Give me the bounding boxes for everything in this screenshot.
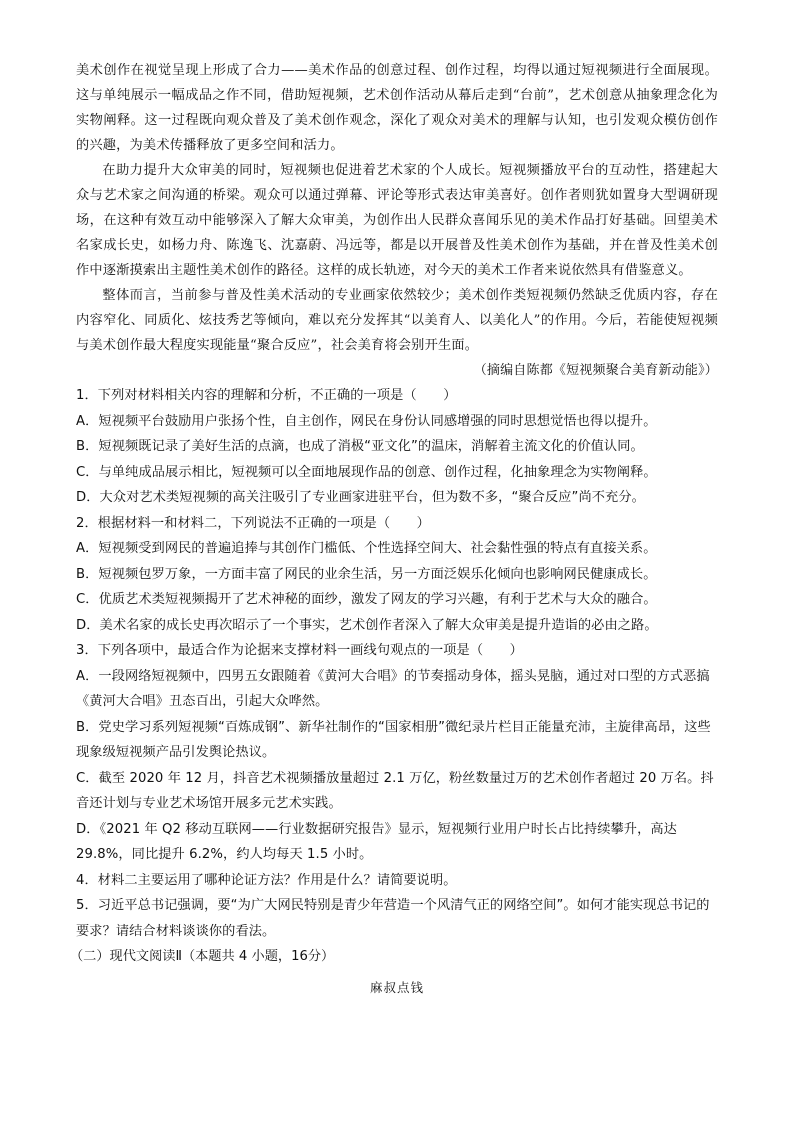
passage-source: （摘编自陈都《短视频聚合美育新动能》） <box>473 363 718 378</box>
question-4: 4．材料二主要运用了哪种论证方法？作用是什么？请简要说明。 <box>76 872 457 888</box>
question-1-option-c: C．与单纯成品展示相比，短视频可以全面地展现作品的创意、创作过程，化抽象理念为实物阐释。 <box>76 464 657 480</box>
question-3-option-b: B．党史学习系列短视频“百炼成钢”、新华社制作的“国家相册”微纪录片栏目正能量充沛，主旋律高昂，这些现象级短视频产品引发舆论热议。 <box>76 719 711 760</box>
question-3-option-c: C．截至 2020 年 12 月，抖音艺术视频播放量超过 2.1 万亿，粉丝数量过万的艺术创作者超过 20 万名。抖音还计划与专业艺术场馆开展多元艺术实践。 <box>76 770 714 811</box>
section-heading: （二）现代文阅读Ⅱ（本题共 4 小题，16分） <box>70 949 335 964</box>
question-1-option-b: B．短视频既记录了美好生活的点滴，也成了消极“亚文化”的温床，消解着主流文化的价值认同。 <box>76 439 644 454</box>
question-2-option-a: A．短视频受到网民的普遍追捧与其创作门槛低、个性选择空间大、社会黏性强的特点有直接关系。 <box>76 541 657 556</box>
question-2-option-c: C．优质艺术类短视频揭开了艺术神秘的面纱，激发了网友的学习兴趣，有利于艺术与大众的融合。 <box>76 592 657 607</box>
question-2-option-d: D．美术名家的成长史再次昭示了一个事实，艺术创作者深入了解大众审美是提升造诣的必由之路。 <box>76 617 658 633</box>
next-passage-title: 麻叔点钱 <box>369 980 424 995</box>
passage-paragraph-3: 整体而言，当前参与普及性美术活动的专业画家依然较少；美术创作类短视频仍然缺乏优质内容，存在内容窄化、同质化、炫技秀艺等倾向，难以充分发挥其“以美育人、以美化人”的作用。今后，若能使短视频与美术创作最大程度实现能量“聚合反应”，社会美育将会别开生面。 <box>76 288 718 353</box>
question-list <box>76 383 718 944</box>
question-5: 5．习近平总书记强调，要“为广大网民特别是青少年营造一个风清气正的网络空间”。如何才能实现总书记的要求？请结合材料谈谈你的看法。 <box>76 898 710 939</box>
question-3-option-a: A．一段网络短视频中，四男五女跟随着《黄河大合唱》的节奏摇动身体，摇头晃脑，通过对口型的方式恶搞《黄河大合唱》丑态百出，引起大众哗然。 <box>76 668 710 709</box>
question-1-option-a: A．短视频平台鼓励用户张扬个性，自主创作，网民在身份认同感增强的同时思想觉悟也得以提升。 <box>76 413 657 429</box>
question-2-option-b: B．短视频包罗万象，一方面丰富了网民的业余生活，另一方面泛娱乐化倾向也影响网民健康成长。 <box>76 566 657 582</box>
question-1-option-d: D．大众对艺术类短视频的高关注吸引了专业画家进驻平台，但为数不多，“聚合反应”尚不充分。 <box>76 490 645 505</box>
question-3-stem: 3．下列各项中，最适合作为论据来支撑材料一画线句观点的一项是（ ） <box>76 643 523 658</box>
question-3-option-d: D．《2021 年 Q2 移动互联网——行业数据研究报告》显示，短视频行业用户时长占比持续攀升，高达 29.8%，同比提升 6.2%，约人均每天 1.5 小时。 <box>76 821 677 862</box>
question-2-stem: 2．根据材料一和材料二，下列说法不正确的一项是（ ） <box>76 515 430 531</box>
passage-paragraph-1: 美术创作在视觉呈现上形成了合力——美术作品的创意过程、创作过程，均得以通过短视频进行全面展现。这与单纯展示一幅成品之作不同，借助短视频，艺术创作活动从幕后走到“台前”，艺术创意从抽象理念化为实物阐释。这一过程既向观众普及了美术创作观念，深化了观众对美术的理解与认知，也引发观众模仿创作的兴趣，为美术传播释放了更多空间和活力。 <box>76 63 718 153</box>
reading-passage <box>76 58 718 383</box>
passage-paragraph-2: 在助力提升大众审美的同时，短视频也促进着艺术家的个人成长。短视频播放平台的互动性，搭建起大众与艺术家之间沟通的桥梁。观众可以通过弹幕、评论等形式表达审美喜好。创作者则犹如置身大型调研现场，在这种有效互动中能够深入了解大众审美，为创作出人民群众喜闻乐见的美术作品打好基础。回望美术名家成长史，如杨力舟、陈逸飞、沈嘉蔚、冯远等，都是以开展普及性美术创作为基础，并在普及性美术创作中逐渐摸索出主题性美术创作的路径。这样的成长轨迹，对今天的美术工作者来说依然具有借鉴意义。 <box>76 163 718 278</box>
question-1-stem: 1．下列对材料相关内容的理解和分析，不正确的一项是（ ） <box>76 388 457 403</box>
